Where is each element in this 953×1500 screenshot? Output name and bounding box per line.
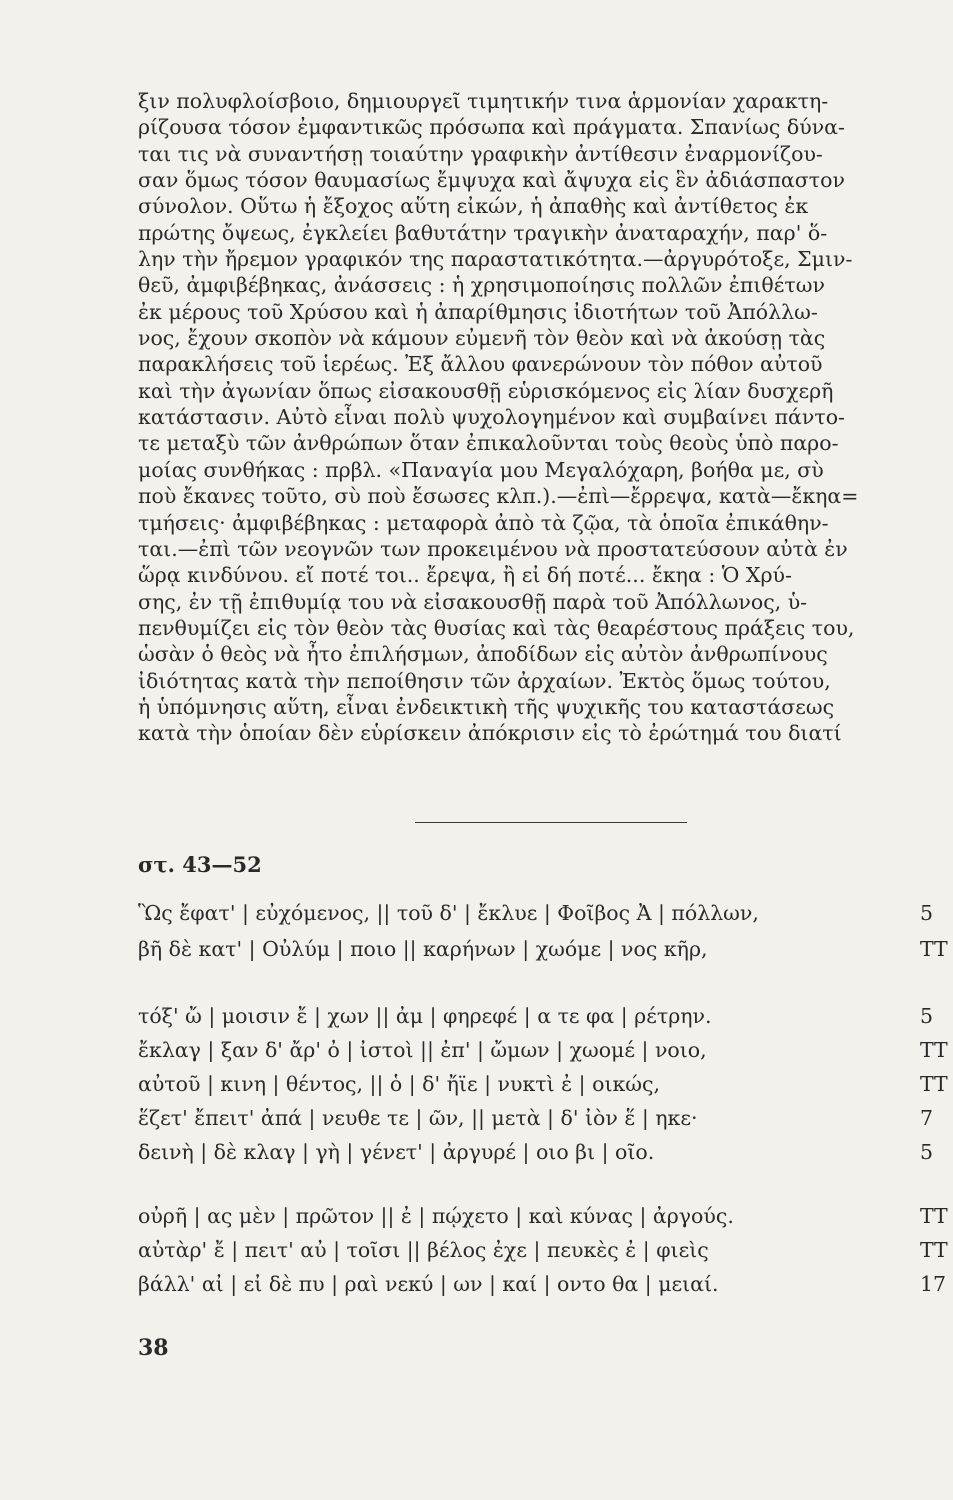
commentary-paragraph (138, 88, 953, 747)
commentary-line: παρακλήσεις τοῦ ἱερέως. Ἐξ ἄλλου φανερώνουν τὸν πόθον αὐτοῦ (138, 352, 823, 377)
commentary-line: λην τὴν ἤρεμον γραφικόν της παραστατικότητα.—ἀργυρότοξε, Σμιν- (138, 247, 853, 272)
verse-line: οὐρῆ | ας μὲν | πρῶτον || ἐ | πῴχετο | καὶ κύνας | ἀργούς. (138, 1204, 734, 1228)
verse-line: αὐτοῦ | κινη | θέντος, || ὁ | δ' ἤϊε | νυκτὶ ἐ | οικώς, (138, 1072, 661, 1096)
verse-margin-mark: 5 (920, 1004, 934, 1028)
verse-line: δεινὴ | δὲ κλαγ | γὴ | γένετ' | ἀργυρέ | οιο βι | οῖο. (138, 1140, 655, 1164)
commentary-line: θεῦ, ἀμφιβέβηκας, ἀνάσσεις : ἡ χρησιμοποίησις πολλῶν ἐπιθέτων (138, 273, 825, 298)
verse-line: τόξ' ὤ | μοισιν ἔ | χων || ἀμ | φηρεφέ | α τε φα | ρέτρην. (138, 1004, 712, 1028)
commentary-line: ἡ ὑπόμνησις αὕτη, εἶναι ἐνδεικτικὴ τῆς ψυχικῆς του καταστάσεως (138, 694, 835, 719)
verse-line: Ὣς ἔφατ' | εὐχόμενος, || τοῦ δ' | ἔκλυε | Φοῖβος Ἀ | πόλλων, (138, 901, 759, 925)
verse-margin-mark: 17 (920, 1272, 947, 1296)
commentary-line: σύνολον. Οὕτω ἡ ἔξοχος αὕτη εἰκών, ἡ ἀπαθὴς καὶ ἀντίθετος ἐκ (138, 194, 809, 219)
commentary-line: πενθυμίζει εἰς τὸν θεὸν τὰς θυσίας καὶ τὰς θεαρέστους πράξεις του, (138, 615, 855, 640)
verse-margin-mark: TT (920, 1238, 948, 1262)
commentary-line: μοίας συνθήκας : πρβλ. «Παναγία μου Μεγαλόχαρη, βοήθα με, σὺ (138, 457, 824, 482)
commentary-line: ὥρᾳ κινδύνου. εἴ ποτέ τοι.. ἔρεψα, ἢ εἰ δή ποτέ... ἔκηα : Ὁ Χρύ- (138, 563, 792, 588)
commentary-line: ξιν πολυφλοίσβοιο, δημιουργεῖ τιμητικήν τινα ἁρμονίαν χαρακτη- (138, 89, 829, 113)
verse-line: ἔκλαγ | ξαν δ' ἄρ' ὀ | ἰστοὶ || ἐπ' | ὤμων | χωομέ | νοιο, (138, 1038, 707, 1062)
commentary-line: καὶ τὴν ἀγωνίαν ὅπως εἰσακουσθῇ εὑρισκόμενος εἰς λίαν δυσχερῆ (138, 378, 834, 403)
section-divider (415, 822, 687, 823)
verse-line: ἕζετ' ἔπειτ' ἀπά | νευθε τε | ῶν, || μετὰ | δ' ἰὸν ἕ | ηκε· (138, 1106, 698, 1130)
commentary-line: σης, ἐν τῇ ἐπιθυμίᾳ του νὰ εἰσακουσθῇ παρὰ τοῦ Ἀπόλλωνος, ὑ- (138, 589, 808, 614)
commentary-line: τμήσεις· ἀμφιβέβηκας : μεταφορὰ ἀπὸ τὰ ζῷα, τὰ ὁποῖα ἐπικάθην- (138, 510, 829, 535)
verse-margin-mark: TT (920, 1072, 948, 1096)
verse-margin-mark: 7 (920, 1106, 934, 1130)
commentary-line: τε μεταξὺ τῶν ἀνθρώπων ὅταν ἐπικαλοῦνται τοὺς θεοὺς ὑπὸ παρο- (138, 431, 839, 456)
commentary-line: ἰδιότητας κατὰ τὴν πεποίθησιν τῶν ἀρχαίων. Ἐκτὸς ὅμως τούτου, (138, 668, 831, 693)
commentary-line: ται.—ἐπὶ τῶν νεογνῶν των προκειμένου νὰ προστατεύσουν αὐτὰ ἐν (138, 536, 848, 561)
commentary-line: ρίζουσα τόσον ἐμφαντικῶς πρόσωπα καὶ πράγματα. Σπανίως δύνα- (138, 115, 845, 140)
commentary-line: νος, ἔχουν σκοπὸν νὰ κάμουν εὐμενῆ τὸν θεὸν καὶ νὰ ἀκούσῃ τὰς (138, 326, 826, 351)
commentary-line: ἐκ μέρους τοῦ Χρύσου καὶ ἡ ἀπαρίθμησις ἰδιοτήτων τοῦ Ἀπόλλω- (138, 299, 818, 324)
commentary-line: ται τις νὰ συναντήσῃ τοιαύτην γραφικὴν ἀντίθεσιν ἐναρμονίζου- (138, 141, 823, 166)
commentary-line: ποὺ ἔκανες τοῦτο, σὺ ποὺ ἔσωσες κλπ.).—ἐπὶ—ἔρρεψα, κατὰ—ἔκηα= (138, 484, 859, 509)
verse-margin-mark: TT (920, 937, 948, 961)
verse-margin-mark: 5 (920, 1140, 934, 1164)
verse-line: βάλλ' αἰ | εἰ δὲ πυ | ραὶ νεκύ | ων | καί | οντο θα | μειαί. (138, 1272, 719, 1296)
commentary-line: κατάστασιν. Αὐτὸ εἶναι πολὺ ψυχολογημένον καὶ συμβαίνει πάντο- (138, 405, 845, 430)
verse-line: βῆ δὲ κατ' | Οὐλύμ | ποιο || καρήνων | χωόμε | νος κῆρ, (138, 937, 708, 961)
commentary-line: κατὰ τὴν ὁποίαν δὲν εὑρίσκειν ἀπόκρισιν εἰς τὸ ἐρώτημά του διατί (138, 721, 842, 746)
verse-heading: στ. 43—52 (138, 852, 262, 877)
verse-margin-mark: 5 (920, 901, 934, 925)
verse-margin-mark: TT (920, 1038, 948, 1062)
verse-margin-mark: TT (920, 1204, 948, 1228)
commentary-line: σαν ὅμως τόσον θαυμασίως ἔμψυχα καὶ ἄψυχα εἰς ἓν ἀδιάσπαστον (138, 168, 845, 193)
commentary-line: ὡσὰν ὁ θεὸς νὰ ἦτο ἐπιλήσμων, ἀποδίδων εἰς αὐτὸν ἀνθρωπίνους (138, 642, 828, 667)
verse-line: αὐτὰρ' ἔ | πειτ' αὐ | τοῖσι || βέλος ἐχε | πευκὲς ἐ | φιεὶς (138, 1238, 709, 1262)
page-number: 38 (138, 1335, 169, 1361)
commentary-line: πρώτης ὄψεως, ἐγκλείει βαθυτάτην τραγικὴν ἀναταραχήν, παρ' ὅ- (138, 220, 828, 245)
